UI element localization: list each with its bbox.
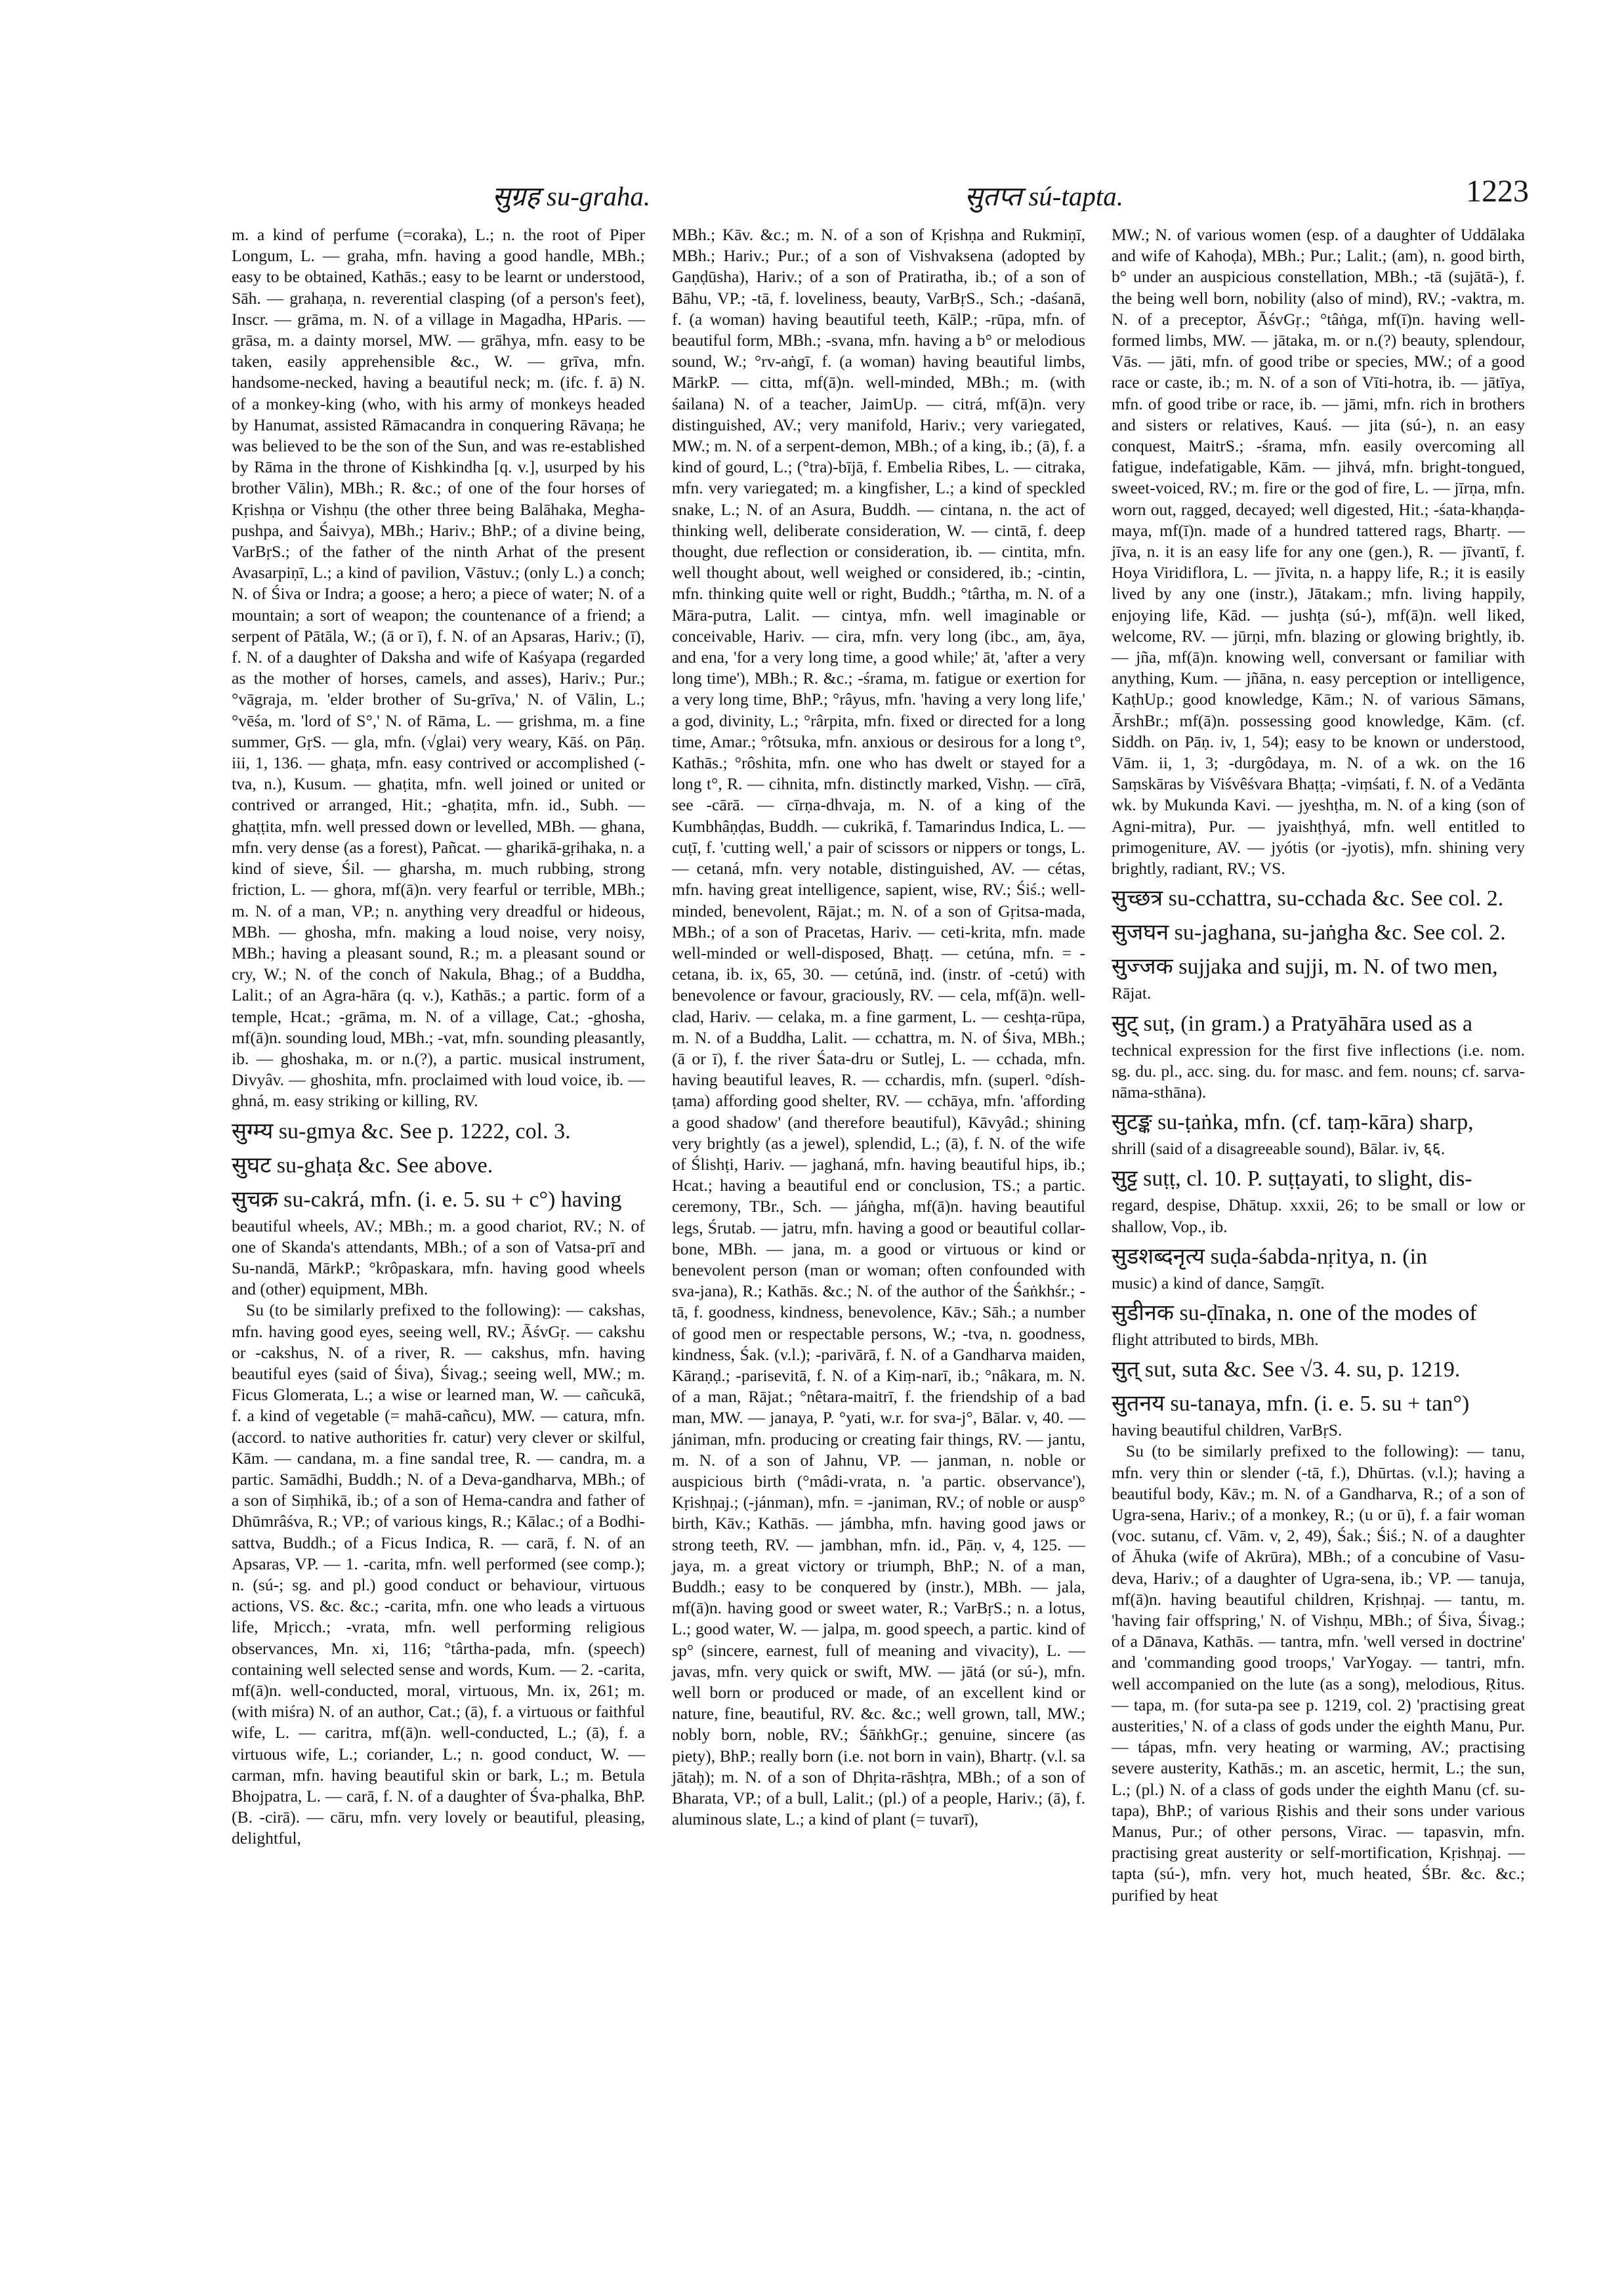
right-guide-word: सुतप्त sú-tapta. [965,181,1123,211]
entry-text: MW.; N. of various women (esp. of a daughter of Uddālaka and wife of Kahoḍa), MBh.; Pur.; Lalit.; (am), n. good birth, b° under an auspicious constellation, MBh.; -tā (sujātā-), f. the being well born, nobility (also of mind), RV.; -vaktra, m. N. of a preceptor, ĀśvGṛ.; °tâṅga, mf(ī)n. having well-formed limbs, MW. — jātaka, m. or n.(?) beauty, splendour, Vās. — jāti, mfn. of good tribe or species, MW.; of a good race or caste, ib.; m. N. of a son of Vīti-hotra, ib. — jātīya, mfn. of good tribe or race, ib. — jāmi, mfn. rich in brothers and sisters or relatives, Kauś. — jita (sú-), n. an easy conquest, MaitrS.; -śrama, mfn. easily overcoming all fatigue, indefatigable, Kām. — jihvá, mfn. bright-tongued, sweet-voiced, RV.; m. fire or the god of fire, L. — jīrṇa, mfn. worn out, ragged, decayed; well digested, Hit.; -śata-khaṇḍa-maya, mf(ī)n. made of a hundred tattered rags, Bhartṛ. — jīva, n. it is an easy life for any one (gen.), R. — jīvantī, f. Hoya Viridiflora, L. — jīvita, n. a happy life, R.; it is easily lived by any one (instr.), Jātakam.; mfn. living happily, enjoying life, Kād. — jushṭa (sú-), mf(ā)n. well liked, welcome, RV. — jūrṇi, mfn. blazing or glowing brightly, ib. — jña, mf(ā)n. knowing well, conversant or familiar with anything, Kum. — jñāna, n. easy perception or intelligence, KaṭhUp.; good knowledge, Kām.; N. of various Sāmans, ĀrshBr.; mf(ā)n. possessing good knowledge, Kām. (cf. Siddh. on Pāṇ. iv, 1, 54); easy to be known or understood, Vām. ii, 1, 3; -durgôdaya, m. N. of a wk. on the 16 Saṃskāras by Viśvêśvara Bhaṭṭa; -viṃśati, f. N. of a Vedānta wk. by Mukunda Kavi. — jyeshṭha, m. N. of a king (son of Agni-mitra), Pur. — jyaishṭhyá, mfn. well entitled to primogeniture, AV. — jyótis (or -jyotis), mfn. shining very brightly, radiant, RV.; VS. [1112,225,1525,879]
page-number: 1223 [1466,174,1529,209]
headword-entry: सुत् sut, suta &c. See √3. 4. su, p. 1219. [1112,1357,1461,1382]
entry-text: Su (to be similarly prefixed to the following): — cakshas, mfn. having good eyes, seeing well, RV.; ĀśvGṛ. — cakshu or -cakshus, N. of a river, R. — cakshus, mfn. having beautiful eyes (said of Śiva), Śivag.; seeing well, MW.; m. Ficus Glomerata, L.; a wise or learned man, W. — cañcukā, f. a kind of vegetable (= mahā-cañcu), MW. — catura, mfn. (accord. to native authorities fr. catur) very clever or skilful, Kām. — candana, m. a fine sandal tree, R. — candra, m. a partic. Samādhi, Buddh.; N. of a Deva-gandharva, MBh.; of a son of Siṃhikā, ib.; of a son of Hema-candra and father of Dhūmrâśva, R.; VP.; of various kings, R.; Kālac.; of a Bodhi-sattva, Buddh.; of a Ficus Indica, R. — carā, f. N. of an Apsaras, VP. — 1. -carita, mfn. well performed (see comp.); n. (sú-; sg. and pl.) good conduct or behaviour, virtuous actions, VS. &c. &c.; -carita, mfn. one who leads a virtuous life, Mṛicch.; -vrata, mfn. well performing religious observances, Mn. xi, 116; °târtha-pada, mfn. (speech) containing well selected sense and words, Kum. — 2. -carita, mf(ā)n. well-conducted, moral, virtuous, Mn. ix, 261; m. (with miśra) N. of an author, Cat.; (ā), f. a virtuous or faithful wife, L. — caritra, mf(ā)n. well-conducted, L.; (ā), f. a virtuous wife, L.; coriander, L.; n. good conduct, W. — carman, mfn. having beautiful skin or bark, L.; m. Betula Bhojpatra, L. — carā, f. N. of a daughter of Śva-phalka, BhP. (B. -cirā). — cāru, mfn. very lovely or beautiful, pleasing, delightful, [232,1300,645,1848]
entry-text: having beautiful children, VarBṛS. [1112,1420,1343,1440]
entry-text: Rājat. [1112,983,1152,1003]
entry-text: beautiful wheels, AV.; MBh.; m. a good chariot, RV.; N. of one of Skanda's attendants, MBh.; of a son of Vatsa-prī and Su-nandā, MārkP.; °krôpaskara, mfn. having good wheels and (other) equipment, MBh. [232,1216,645,1299]
entry-text: MBh.; Kāv. &c.; m. N. of a son of Kṛishṇa and Rukmiṇī, MBh.; Hariv.; Pur.; of a son of Vishvaksena (adopted by Gaṇḍūsha), Hariv.; of a son of Pratiratha, ib.; of a son of Bāhu, VP.; -tā, f. loveliness, beauty, VarBṛS., Sch.; -daśanā, f. (a woman) having beautiful teeth, KālP.; -rūpa, mfn. of beautiful form, MBh.; -svana, mfn. having a b° or melodious sound, W.; °rv-aṅgī, f. (a woman) having beautiful limbs, MārkP. — citta, mf(ā)n. well-minded, MBh.; m. (with śailana) N. of a teacher, JaimUp. — citrá, mf(ā)n. very distinguished, AV.; very manifold, Hariv.; very variegated, MW.; m. N. of a serpent-demon, MBh.; of a king, ib.; (ā), f. a kind of gourd, L.; (°tra)-bījā, f. Embelia Ribes, L. — citraka, mfn. very variegated; m. a kingfisher, L.; a kind of speckled snake, L.; N. of an Asura, Buddh. — cintana, n. the act of thinking well, deliberate consideration, W. — cintā, f. deep thought, due reflection or consideration, ib. — cintita, mfn. well thought about, well weighed or considered, ib.; -cintin, mfn. thinking quite well or right, Buddh.; °târtha, m. N. of a Māra-putra, Lalit. — cintya, mfn. well imaginable or conceivable, Hariv. — cira, mfn. very long (ibc., am, āya, and ena, 'for a very long time, a good while;' āt, 'after a very long time'), MBh.; R. &c.; -śrama, m. fatigue or exertion for a very long time, BhP.; °râyus, mfn. 'having a very long life,' a god, divinity, L.; °rârpita, mfn. fixed or directed for a long time, Amar.; °rôtsuka, mfn. anxious or desirous for a long t°, Kathās.; °rôshita, mfn. one who has dwelt or stayed for a long t°, R. — cihnita, mfn. distinctly marked, Vishṇ. — cīrā, see -cārā. — cīrṇa-dhvaja, m. N. of a king of the Kumbhâṇḍas, Buddh. — cukrikā, f. Tamarindus Indica, L. — cuṭī, f. 'cutting well,' a pair of scissors or nippers or tongs, L. — cetaná, mfn. very notable, distinguished, AV. — cétas, mfn. having great intelligence, sapient, wise, RV.; Śiś.; well-minded, benevolent, Rājat.; m. N. of a son of Gṛitsa-mada, MBh.; of a son of Pracetas, Hariv. — ceti-krita, mfn. made well-minded or well-disposed, Bhaṭṭ. — cetúna, mfn. = -cetana, ib. ix, 65, 30. — cetúnā, ind. (instr. of -cetú) with benevolence or favour, graciously, RV. — cela, mf(ā)n. well-clad, Hariv. — celaka, m. a fine garment, L. — ceshṭa-rūpa, m. N. of a Buddha, Lalit. — cchattra, m. N. of Śiva, MBh.; (ā or ī), f. the river Śata-dru or Sutlej, L. — cchada, mfn. having beautiful leaves, R. — cchardis, mfn. (superl. °dísh-ṭama) affording good shelter, RV. — cchāya, mfn. 'affording a good shadow' (and therefore beautiful), Kāvyâd.; shining very brightly (as a jewel), splendid, L.; (ā), f. N. of the wife of Ślishṭi, Hariv. — jaghaná, mfn. having beautiful hips, ib.; Hcat.; having a beautiful end or conclusion, TS.; a partic. ceremony, TBr., Sch. — jáṅgha, mf(ā)n. having beautiful legs, Śrutab. — jatru, mfn. having a good or beautiful collar-bone, MBh. — jana, m. a good or virtuous or kind or benevolent person (man or woman; often confounded with sva-jana), R.; Kathās. &c.; N. of the author of the Śaṅkhśr.; -tā, f. goodness, kindness, benevolence, Kāv.; Sāh.; a number of good men or respectable persons, W.; -tva, n. goodness, kindness, Śak. (v.l.); -parivārā, f. N. of a Gandharva maiden, Kāraṇḍ.; -parisevitā, f. N. of a Kiṃ-narī, ib.; °nâkara, m. N. of a man, Rājat.; °nêtara-maitrī, f. the friendship of a bad man, MW. — janaya, P. °yati, w.r. for sva-j°, Bālar. v, 40. — jániman, mfn. producing or creating fair things, RV. — jantu, m. N. of a son of Jahnu, VP. — janman, n. noble or auspicious birth (°mâdi-vrata, n. 'a partic. observance'), Kṛishṇaj.; (-jánman), mfn. = -janiman, RV.; of noble or ausp° birth, Kāv.; Kathās. — jámbha, mfn. having good jaws or strong teeth, RV. — jambhan, mfn. id., Pāṇ. v, 4, 125. — jaya, m. a great victory or triumph, BhP.; N. of a man, Buddh.; easy to be conquered by (instr.), MBh. — jala, mf(ā)n. having good or sweet water, R.; VarBṛS.; n. a lotus, L.; good water, W. — jalpa, m. good speech, a partic. kind of sp° (sincere, earnest, full of meaning and vivacity), L. — javas, mfn. very quick or swift, MW. — jātá (or sú-), mfn. well born or produced or made, of an excellent kind or nature, fine, beautiful, RV. &c. &c.; well grown, tall, MW.; nobly born, noble, RV.; ŚāṅkhGṛ.; genuine, sincere (as piety), BhP.; really born (i.e. not born in vain), Bhartṛ. (v.l. sa jātaḥ); m. N. of a son of Dhṛita-rāshṭra, MBh.; of a son of Bharata, VP.; of a bull, Lalit.; (pl.) of a people, Hariv.; (ā), f. aluminous slate, L.; a kind of plant (= tuvarī), [672,225,1085,1829]
column-3 [1112,224,1525,1906]
headword-entry: सुट् suṭ, (in gram.) a Pratyāhāra used as a [1112,1011,1472,1036]
left-guide-word: सुग्रह su-graha. [492,181,651,211]
headword-entry: सुच्छत्र su-cchattra, su-cchada &c. See col. 2. [1112,886,1504,911]
column-1 [232,224,645,1850]
headword-entry: सुग्म्य su-gmya &c. See p. 1222, col. 3. [232,1119,571,1144]
headword-entry: सुट्ट suṭṭ, cl. 10. P. suṭṭayati, to slight, dis- [1112,1167,1472,1191]
entry-text: technical expression for the first five inflections (i.e. nom. sg. du. pl., acc. sing. du. for masc. and fem. nouns; cf. sarva-nāma-sthāna). [1112,1040,1525,1102]
page-header [223,174,1529,224]
column-2 [672,224,1085,1830]
headword-entry: सुडशब्दनृत्य suḍa-śabda-nṛitya, n. (in [1112,1244,1428,1269]
headword-entry: सुघट su-ghaṭa &c. See above. [232,1153,493,1178]
entry-text: m. a kind of perfume (=coraka), L.; n. the root of Piper Longum, L. — graha, mfn. having a good handle, MBh.; easy to be obtained, Kathās.; easy to be learnt or understood, Sāh. — grahaṇa, n. reverential clasping (of a person's feet), Inscr. — grāma, m. N. of a village in Magadha, HParis. — grāsa, m. a dainty morsel, MW. — grāhya, mfn. easy to be taken, easily apprehensible &c., W. — grīva, mfn. handsome-necked, having a beautiful neck; m. (ifc. f. ā) N. of a monkey-king (who, with his army of monkeys headed by Hanumat, assisted Rāmacandra in conquering Rāvaṇa; he was believed to be the son of the Sun, and was re-established by Rāma in the throne of Kishkindha [q. v.], usurped by his brother Vālin), MBh.; R. &c.; of one of the four horses of Kṛishṇa or Vishṇu (the other three being Balāhaka, Megha-pushpa, and Śaivya), MBh.; Hariv.; BhP.; of a divine being, VarBṛS.; of the father of the ninth Arhat of the present Avasarpiṇī, L.; a kind of pavilion, Vāstuv.; (only L.) a conch; N. of Śiva or Indra; a goose; a hero; a piece of water; N. of a mountain; a sort of weapon; the countenance of a friend; a serpent of Pātāla, W.; (ā or ī), f. N. of an Apsaras, Hariv.; (ī), f. N. of a daughter of Daksha and wife of Kaśyapa (regarded as the mother of horses, camels, and asses), Hariv.; Pur.; °vāgraja, m. 'elder brother of Su-grīva,' N. of Vālin, L.; °vēśa, m. 'lord of S°,' N. of Rāma, L. — grishma, m. a fine summer, GṛS. — gla, mfn. (√glai) very weary, Kāś. on Pāṇ. iii, 1, 136. — ghaṭa, mfn. easy contrived or accomplished (-tva, n.), Kusum. — ghaṭita, mfn. well joined or united or contrived or arranged, Hit.; -ghaṭita, mfn. id., Subh. — ghaṭṭita, mfn. well pressed down or levelled, MBh. — ghana, mfn. very dense (as a forest), Pañcat. — gharikā-gṛihaka, n. a kind of sieve, Śil. — gharsha, m. much rubbing, strong friction, L. — ghora, mf(ā)n. very fearful or terrible, MBh.; m. N. of a man, VP.; n. anything very dreadful or hideous, MBh. — ghosha, mfn. making a loud noise, very noisy, MBh.; having a pleasant sound, R.; m. a pleasant sound or cry, W.; N. of the conch of Nakula, Bhag.; of a Buddha, Lalit.; of an Agra-hāra (q. v.), Kathās.; a partic. form of a temple, Hcat.; -grāma, m. N. of a village, Cat.; -ghosha, mf(ā)n. sounding loud, MBh.; -vat, mfn. sounding pleasantly, ib. — ghoshaka, m. or n.(?), a partic. musical instrument, Divyâv. — ghoshita, mfn. proclaimed with loud voice, ib. — ghná, m. easy striking or killing, RV. [232,225,645,1111]
entry-text: music) a kind of dance, Saṃgīt. [1112,1273,1325,1292]
headword-entry: सुटङ्क su-ṭaṅka, mfn. (cf. taṃ-kāra) sharp, [1112,1110,1474,1135]
headword-entry: सुज्जक sujjaka and sujji, m. N. of two men, [1112,955,1498,980]
headword-entry: सुडीनक su-ḍīnaka, n. one of the modes of [1112,1300,1477,1325]
entry-text: Su (to be similarly prefixed to the following): — tanu, mfn. very thin or slender (-tā, f.), Dhūrtas. (v.l.); having a beautiful body, Kāv.; m. N. of a Gandharva, R.; of a son of Ugra-sena, Hariv.; of a monkey, R.; (u or ū), f. a fair woman (voc. sutanu, cf. Vām. v, 2, 49), Śak.; Śiś.; N. of a daughter of Āhuka (wife of Akrūra), MBh.; of a concubine of Vasu-deva, Hariv.; of a daughter of Ugra-sena, ib.; VP. — tanuja, mf(ā)n. having beautiful children, Kṛishṇaj. — tantu, m. 'having fair offspring,' N. of Vishṇu, MBh.; of Śiva, Śivag.; of a Dānava, Kathās. — tantra, mfn. 'well versed in doctrine' and 'commanding good troops,' VarYogay. — tantri, mfn. well accompanied on the lute (as a song), melodious, Ṛitus. — tapa, m. (for suta-pa see p. 1219, col. 2) 'practising great austerities,' N. of a class of gods under the eighth Manu, Pur. — tápas, mfn. very heating or warming, AV.; practising severe austerity, Kathās.; m. an ascetic, hermit, L.; the sun, L.; (pl.) N. of a class of gods under the eighth Manu (cf. su-tapa), BhP.; of various Ṛishis and their sons under various Manus, Pur.; of other persons, Virac. — tapasvin, mfn. practising great austerity or self-mortification, Kṛishṇaj. — tapta (sú-), mfn. very hot, much heated, ŚBr. &c. &c.; purified by heat [1112,1441,1525,1905]
entry-text: flight attributed to birds, MBh. [1112,1329,1319,1349]
entry-text: regard, despise, Dhātup. xxxii, 26; to be small or low or shallow, Vop., ib. [1112,1195,1525,1236]
entry-text: shrill (said of a disagreeable sound), Bālar. iv, ६६. [1112,1139,1446,1159]
headword-entry: सुजघन su-jaghana, su-jaṅgha &c. See col. 2. [1112,920,1506,945]
headword-entry: सुचक्र su-cakrá, mfn. (i. e. 5. su + c°) having [232,1187,622,1212]
headword-entry: सुतनय su-tanaya, mfn. (i. e. 5. su + tan°) [1112,1392,1470,1416]
